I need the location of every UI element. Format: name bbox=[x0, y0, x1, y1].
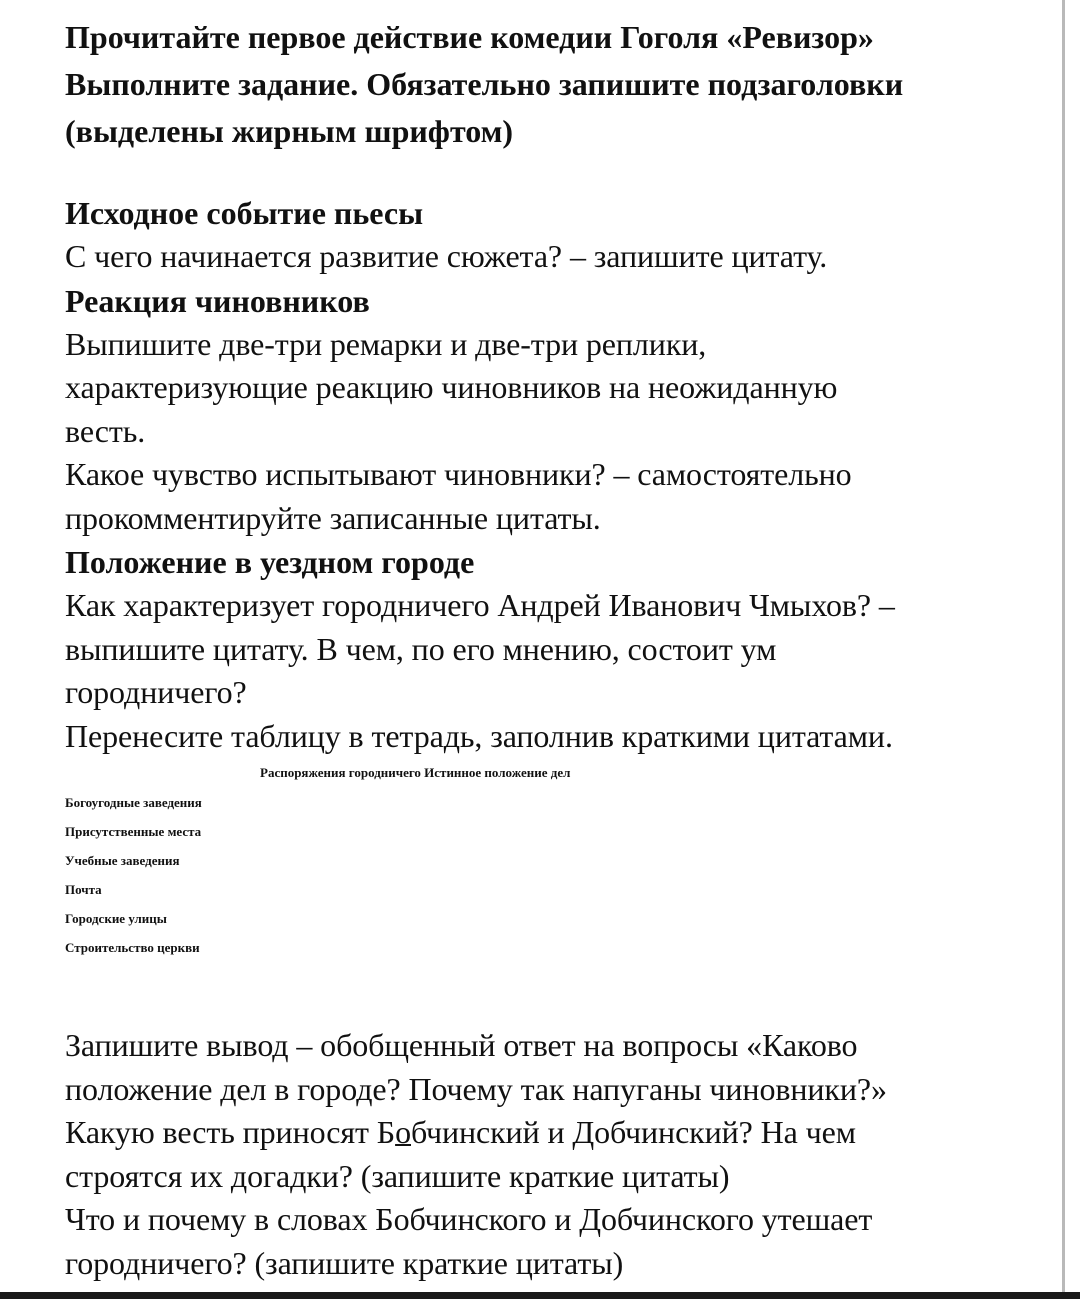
section-heading: Положение в уездном городе bbox=[65, 544, 475, 580]
section-heading: Реакция чиновников bbox=[65, 282, 370, 319]
conclusion-text-part: Какую весть приносят Б bbox=[65, 1114, 396, 1150]
section-text: прокомментируйте записанные цитаты. bbox=[65, 499, 601, 536]
page-right-border bbox=[1062, 0, 1065, 1299]
section-text: выпишите цитату. В чем, по его мнению, состоит ум bbox=[65, 630, 777, 667]
table-row: Присутственные места bbox=[65, 824, 202, 839]
assignment-intro bbox=[65, 14, 1055, 155]
section-initial-event bbox=[65, 191, 1055, 279]
conclusion-text-part: бчинский и Добчинский? На чем bbox=[411, 1114, 856, 1150]
intro-line: Выполните задание. Обязательно запишите подзаголовки bbox=[65, 66, 904, 102]
section-heading: Исходное событие пьесы bbox=[65, 195, 424, 231]
conclusion-text: городничего? (запишите краткие цитаты) bbox=[65, 1244, 624, 1281]
section-text: весть. bbox=[65, 412, 146, 449]
orders-table bbox=[65, 764, 1055, 962]
table-row: Строительство церкви bbox=[65, 940, 200, 955]
section-town-situation bbox=[65, 540, 1055, 758]
section-text: Выпишите две-три ремарки и две-три реплики, bbox=[65, 325, 707, 362]
table-row: Богоугодные заведения bbox=[65, 795, 202, 810]
conclusion-text: Запишите вывод – обобщенный ответ на вопросы «Каково bbox=[65, 1027, 858, 1063]
table-header: Распоряжения городничего Истинное положение дел bbox=[260, 765, 571, 780]
section-officials-reaction bbox=[65, 279, 1055, 541]
conclusion-text: Что и почему в словах Бобчинского и Добчинского утешает bbox=[65, 1201, 873, 1237]
section-text: Какое чувство испытывают чиновники? – самостоятельно bbox=[65, 456, 852, 492]
section-text: городничего? bbox=[65, 674, 247, 710]
section-conclusion bbox=[65, 1024, 1055, 1285]
conclusion-text bbox=[65, 1111, 1055, 1155]
assignment-document bbox=[65, 14, 1055, 1285]
conclusion-text: положение дел в городе? Почему так напуганы чиновники?» bbox=[65, 1070, 887, 1107]
intro-line: (выделены жирным шрифтом) bbox=[65, 113, 514, 149]
section-text: Как характеризует городничего Андрей Иванович Чмыхов? – bbox=[65, 587, 895, 623]
table-row: Городские улицы bbox=[65, 911, 167, 926]
table-row: Почта bbox=[65, 882, 102, 897]
section-text: С чего начинается развитие сюжета? – запишите цитату. bbox=[65, 238, 828, 274]
conclusion-text: строятся их догадки? (запишите краткие цитаты) bbox=[65, 1157, 730, 1194]
stress-mark: о bbox=[395, 1114, 411, 1150]
section-text: Перенесите таблицу в тетрадь, заполнив краткими цитатами. bbox=[65, 717, 893, 754]
section-text: характеризующие реакцию чиновников на неожиданную bbox=[65, 369, 838, 405]
page-bottom-border bbox=[0, 1292, 1080, 1299]
intro-line: Прочитайте первое действие комедии Гоголя «Ревизор» bbox=[65, 19, 874, 55]
table-row: Учебные заведения bbox=[65, 853, 180, 868]
